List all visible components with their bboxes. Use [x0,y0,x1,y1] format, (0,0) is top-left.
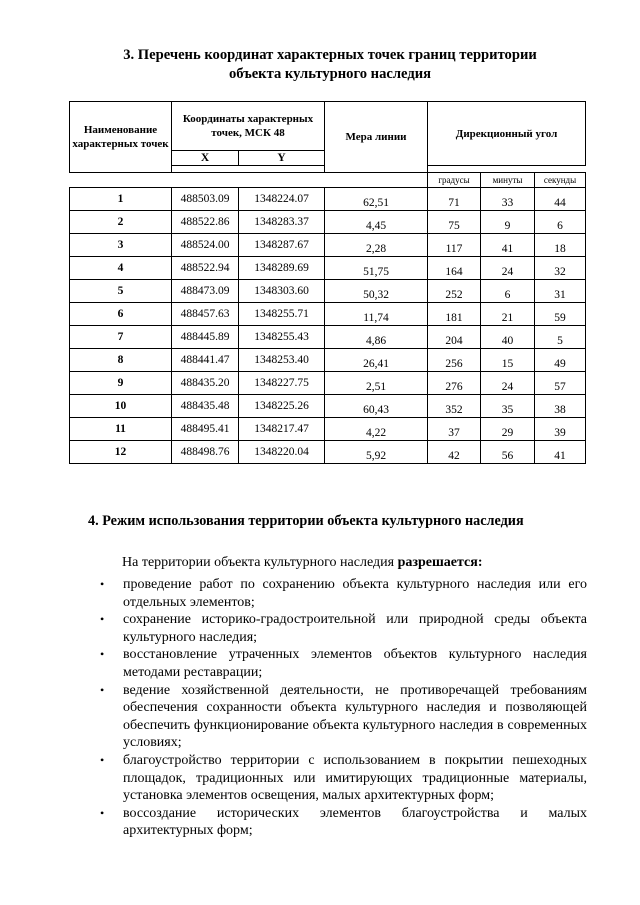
minutes-cell: 24 [481,257,535,280]
point-number-cell: 7 [70,326,172,349]
bullet-icon: • [100,805,105,820]
x-coordinate-cell: 488435.20 [172,372,239,395]
point-number-cell: 12 [70,441,172,464]
point-number-cell: 9 [70,372,172,395]
point-number-cell: 1 [70,188,172,211]
intro-bold-text: разрешается: [397,555,483,570]
list-item [100,646,587,681]
bullet-icon: • [100,577,105,591]
header-point-name: Наименование характерных точек [70,102,172,173]
header-y: Y [239,151,325,166]
line-measure-cell: 5,92 [325,441,428,464]
seconds-cell: 18 [535,234,586,257]
y-coordinate-cell: 1348224.07 [239,188,325,211]
table-row [70,188,586,211]
minutes-cell: 40 [481,326,535,349]
table-row [70,372,586,395]
seconds-cell: 5 [535,326,586,349]
bullet-icon: • [100,612,105,627]
table-row [70,441,586,464]
seconds-cell: 57 [535,372,586,395]
section-4-intro [122,555,483,571]
y-coordinate-cell: 1348227.75 [239,372,325,395]
x-coordinate-cell: 488522.94 [172,257,239,280]
point-number-cell: 11 [70,418,172,441]
header-spacer [70,173,428,188]
point-number-cell: 3 [70,234,172,257]
line-measure-cell: 51,75 [325,257,428,280]
y-coordinate-cell: 1348255.43 [239,326,325,349]
line-measure-cell: 2,51 [325,372,428,395]
list-item-text: воссоздание исторических элементов благоустройства и малых архитектурных форм; [123,805,587,839]
list-item [100,611,587,646]
section-3-title-line-2: объекта культурного наследия [228,66,432,82]
header-minutes: минуты [481,173,535,188]
minutes-cell: 56 [481,441,535,464]
point-number-cell: 4 [70,257,172,280]
minutes-cell: 35 [481,395,535,418]
x-coordinate-cell: 488524.00 [172,234,239,257]
point-number-cell: 5 [70,280,172,303]
y-coordinate-cell: 1348303.60 [239,280,325,303]
allowed-activities-list [100,576,587,840]
x-coordinate-cell: 488522.86 [172,211,239,234]
point-number-cell: 10 [70,395,172,418]
minutes-cell: 21 [481,303,535,326]
y-coordinate-cell: 1348220.04 [239,441,325,464]
section-4-title: 4. Режим использования территории объекта культурного наследия [88,513,524,529]
seconds-cell: 38 [535,395,586,418]
table-row [70,257,586,280]
table-row [70,303,586,326]
y-coordinate-cell: 1348217.47 [239,418,325,441]
degrees-cell: 252 [428,280,481,303]
point-number-cell: 2 [70,211,172,234]
list-item [100,805,587,840]
degrees-cell: 204 [428,326,481,349]
header-direction-angle: Дирекционный угол [428,102,586,166]
minutes-cell: 15 [481,349,535,372]
y-coordinate-cell: 1348253.40 [239,349,325,372]
seconds-cell: 41 [535,441,586,464]
x-coordinate-cell: 488445.89 [172,326,239,349]
seconds-cell: 6 [535,211,586,234]
table-row [70,395,586,418]
degrees-cell: 117 [428,234,481,257]
section-3-title-line-1: 3. Перечень координат характерных точек границ территории [123,47,537,63]
header-degrees: градусы [428,173,481,188]
table-row [70,326,586,349]
point-number-cell: 8 [70,349,172,372]
table-row [70,211,586,234]
coordinates-table-body [70,188,586,464]
degrees-cell: 276 [428,372,481,395]
degrees-cell: 42 [428,441,481,464]
minutes-cell: 6 [481,280,535,303]
degrees-cell: 256 [428,349,481,372]
minutes-cell: 9 [481,211,535,234]
y-coordinate-cell: 1348289.69 [239,257,325,280]
minutes-cell: 24 [481,372,535,395]
x-coordinate-cell: 488473.09 [172,280,239,303]
minutes-cell: 33 [481,188,535,211]
line-measure-cell: 4,22 [325,418,428,441]
header-seconds: секунды [535,173,586,188]
header-line-measure: Мера линии [325,102,428,173]
x-coordinate-cell: 488503.09 [172,188,239,211]
bullet-icon: • [100,682,105,697]
minutes-cell: 41 [481,234,535,257]
line-measure-cell: 2,28 [325,234,428,257]
line-measure-cell: 60,43 [325,395,428,418]
line-measure-cell: 4,86 [325,326,428,349]
intro-text: На территории объекта культурного наследия [122,555,398,570]
list-item [100,752,587,805]
table-row [70,418,586,441]
table-row [70,349,586,372]
table-row [70,234,586,257]
point-number-cell: 6 [70,303,172,326]
table-row [70,280,586,303]
bullet-icon: • [100,647,105,662]
degrees-cell: 75 [428,211,481,234]
list-item-text: сохранение историко-градостроительной или природной среды объекта культурного наследия; [123,612,587,645]
seconds-cell: 59 [535,303,586,326]
list-item-text: проведение работ по сохранению объекта культурного наследия или его отдельных элементов; [123,577,587,610]
degrees-cell: 352 [428,395,481,418]
x-coordinate-cell: 488498.76 [172,441,239,464]
degrees-cell: 71 [428,188,481,211]
x-coordinate-cell: 488441.47 [172,349,239,372]
line-measure-cell: 4,45 [325,211,428,234]
degrees-cell: 181 [428,303,481,326]
line-measure-cell: 62,51 [325,188,428,211]
coordinates-table [69,101,586,464]
header-coordinates: Координаты характерных точек, МСК 48 [172,102,325,151]
seconds-cell: 44 [535,188,586,211]
line-measure-cell: 11,74 [325,303,428,326]
header-x: X [172,151,239,166]
line-measure-cell: 50,32 [325,280,428,303]
seconds-cell: 32 [535,257,586,280]
section-3-title [60,46,600,84]
list-item [100,682,587,752]
seconds-cell: 49 [535,349,586,372]
minutes-cell: 29 [481,418,535,441]
seconds-cell: 31 [535,280,586,303]
degrees-cell: 37 [428,418,481,441]
x-coordinate-cell: 488435.48 [172,395,239,418]
bullet-icon: • [100,752,105,767]
y-coordinate-cell: 1348283.37 [239,211,325,234]
y-coordinate-cell: 1348287.67 [239,234,325,257]
x-coordinate-cell: 488457.63 [172,303,239,326]
y-coordinate-cell: 1348225.26 [239,395,325,418]
list-item-text: ведение хозяйственной деятельности, не противоречащей требованиям обеспечения сохранности объекта культурного наследия и позволяющей обеспечить функционирование объекта культурного наследия в современных условиях; [123,682,587,751]
list-item-text: восстановление утраченных элементов объектов культурного наследия методами реставрации; [123,647,587,680]
degrees-cell: 164 [428,257,481,280]
y-coordinate-cell: 1348255.71 [239,303,325,326]
header-xy-spacer [172,166,325,173]
list-item-text: благоустройство территории с использованием в покрытии пешеходных площадок, традиционных или имитирующих традиционные материалы, установка элементов освещения, малых архитектурных форм; [123,752,587,804]
list-item [100,576,587,611]
line-measure-cell: 26,41 [325,349,428,372]
x-coordinate-cell: 488495.41 [172,418,239,441]
seconds-cell: 39 [535,418,586,441]
